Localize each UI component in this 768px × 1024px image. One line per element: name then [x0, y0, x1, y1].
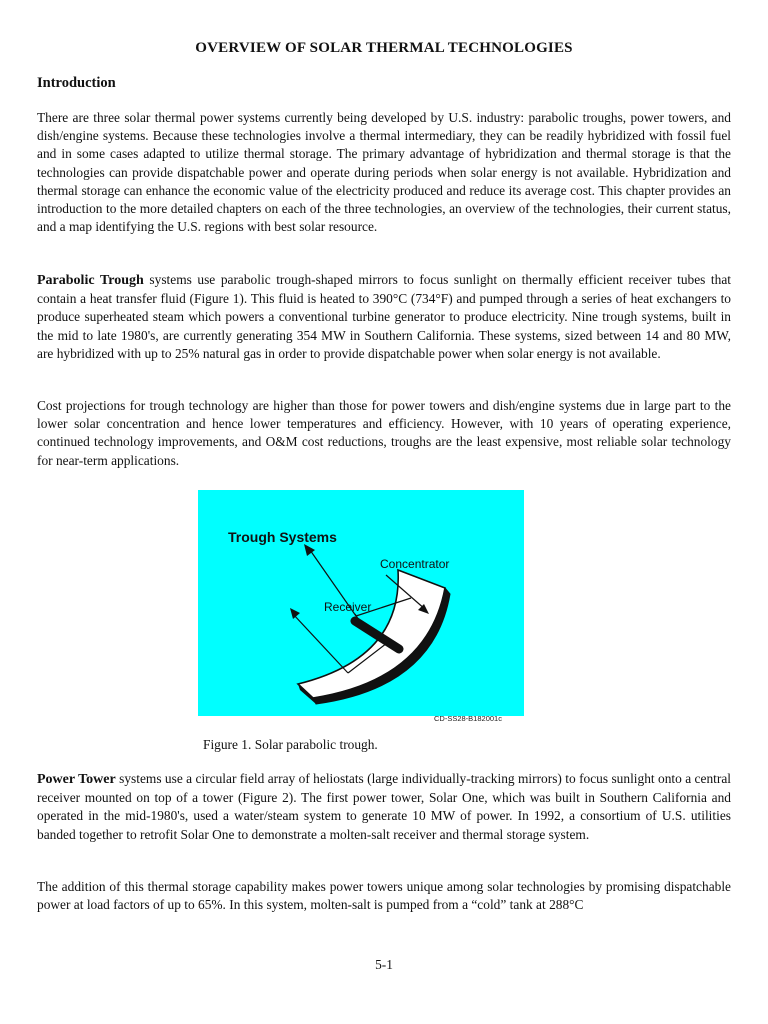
sun-ray-2 [293, 614, 348, 673]
trough-illustration [198, 490, 524, 716]
receiver-label: Receiver [324, 600, 372, 614]
storage-paragraph: The addition of this thermal storage capability makes power towers unique among solar technologies by promising dispatchable power at load factors of up to 65%. In this system, molten-salt is pumped from a “cold” tank at 288°C [37, 879, 731, 913]
trough-paragraph [37, 271, 731, 363]
trough-body: systems use parabolic trough-shaped mirrors to focus sunlight on thermally efficient receiver tubes that contain a heat transfer fluid (Figure 1). This fluid is heated to 390°C (734°F) and pumped through a series of heat exchangers to produce superheated steam which powers a conventional turbine generator to produce electricity. Nine trough systems, built in the mid to late 1980's, are currently generating 354 MW in Southern California. These systems, sized between 14 and 80 MW, are hybridized with up to 25% natural gas in order to provide dispatchable power when solar energy is not available. [37, 272, 732, 361]
page-number: 5-1 [375, 957, 393, 972]
trough-figure [198, 490, 524, 716]
tower-paragraph [37, 770, 731, 844]
figure-caption: Figure 1. Solar parabolic trough. [203, 737, 378, 752]
tower-body: systems use a circular field array of heliostats (large individually-tracking mirrors) to focus sunlight onto a central receiver mounted on top of a tower (Figure 2). The first power tower, Solar One, which was built in Southern California and operated in the mid-1980's, used a water/steam system to generate 10 MW of power. In 1992, a consortium of U.S. utilities banded together to retrofit Solar One to demonstrate a molten-salt receiver and thermal storage system. [37, 771, 731, 842]
tower-lead: Power Tower [37, 772, 116, 787]
figure-title: Trough Systems [228, 529, 337, 545]
section-heading: Introduction [37, 75, 116, 91]
intro-paragraph: There are three solar thermal power systems currently being developed by U.S. industry: parabolic troughs, power towers, and dish/engine systems. Because these technologies involve a thermal intermediary, they can be readily hybridized with fossil fuel and in some cases adapted to utilize thermal storage. The primary advantage of hybridization and thermal storage is that the technologies can provide dispatchable power and operate during periods when solar energy is not available. Hybridization and thermal storage can enhance the economic value of the electricity produced and reduce its average cost. This chapter provides an introduction to the more detailed chapters on each of the three technologies, an overview of the technologies, their current status, and a map identifying the U.S. regions with best solar resource. [37, 110, 731, 235]
page-title: OVERVIEW OF SOLAR THERMAL TECHNOLOGIES [195, 40, 573, 56]
ray-arrow-2 [290, 608, 300, 619]
cost-paragraph: Cost projections for trough technology are higher than those for power towers and dish/engine systems due in large part to the lower solar concentration and hence lower temperatures and efficiency. However, with 10 years of operating experience, continued technology improvements, and O&M cost reductions, troughs are the least expensive, most reliable solar technology for near-term applications. [37, 398, 731, 468]
trough-lead: Parabolic Trough [37, 273, 144, 288]
concentrator-label: Concentrator [380, 557, 450, 571]
figure-code: CD-SS28-B182001c [434, 714, 502, 723]
